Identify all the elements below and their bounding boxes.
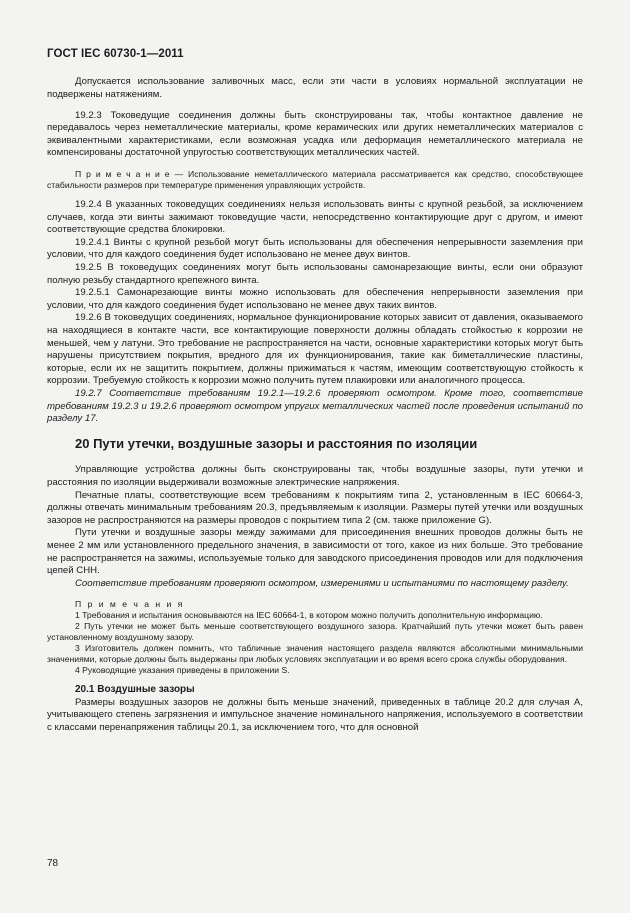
section-paragraph: Печатные платы, соответствующие всем требованиям к покрытиям типа 2, установленным в IEC 60664-3, должны отвечать минимальным требованиям 20.3, предъявляемым к изоляции. Размеры путей утечки или воздушных зазоров не распространяются на размеры проводов с покрытием типа 2 (см. также приложение G).	[47, 489, 583, 526]
note-item: 2 Путь утечки не может быть меньше соответствующего воздушного зазора. Кратчайший путь утечки может быть равен установленному воздушному зазору.	[47, 620, 583, 642]
document-header: ГОСТ IEC 60730-1—2011	[47, 48, 184, 60]
section-title: 20 Пути утечки, воздушные зазоры и расстояния по изоляции	[75, 435, 478, 451]
note-item: 1 Требования и испытания основываются на IEC 60664-1, в котором можно получить дополнительную информацию.	[75, 609, 543, 620]
paragraph-19-2-5-1: 19.2.5.1 Самонарезающие винты можно использовать для обеспечения непрерывности заземления при условии, что для каждого соединения будет использовано не менее двух таких винтов.	[47, 287, 583, 311]
document-body	[47, 76, 583, 735]
paragraph: Допускается использование заливочных масс, если эти части в условиях нормальной эксплуатации не подвержены натяжениям.	[47, 76, 583, 100]
subsection-title: 20.1 Воздушные зазоры	[75, 684, 195, 696]
compliance-statement: Соответствие требованиям проверяют осмотром, измерениями и испытаниями по настоящему разделу.	[75, 577, 569, 589]
section-paragraph: Управляющие устройства должны быть сконструированы так, чтобы воздушные зазоры, пути утечки и расстояния по изоляции выдерживали возможные электрические напряжения.	[47, 464, 583, 488]
notes-heading: П р и м е ч а н и я	[75, 598, 185, 609]
section-paragraph: Пути утечки и воздушные зазоры между зажимами для присоединения внешних проводов должны быть не менее 2 мм или установленного предельного значения, в зависимости от того, какое из них больше. Это требование не распространяется на зажимы, используемые только для заводского присоединения проводов или для подключения цепей СНН.	[47, 527, 583, 577]
paragraph-19-2-4: 19.2.4 В указанных токоведущих соединениях нельзя использовать винты с крупной резьбой, за исключением случаев, когда эти винты зажимают токоведущие части, непосредственно контактирующие друг с другом, и имеют соответствующие средства блокировки.	[47, 199, 583, 236]
subsection-paragraph: Размеры воздушных зазоров не должны быть меньше значений, приведенных в таблице 20.2 для случая А, учитывающего степень загрязнения и импульсное значение номинального напряжения, используемого в соответствии с классами перенапряжения таблицы 20.1, за исключением того, что для основной	[47, 696, 583, 734]
paragraph-19-2-6: 19.2.6 В токоведущих соединениях, нормальное функционирование которых зависит от давления, оказываемого на находящиеся в контакте части, все контактирующие поверхности должны обладать стойкостью к коррозии не меньшей, чем у латуни. Это требование не распространяется на части, основные характеристики которых могут быть нарушены присутствием покрытия, вредного для их функционирования, такие как биметаллические пластины, которые, если их не защитить покрытием, должны прижиматься к частям, имеющим соответствующую стойкость к коррозии. Требуемую стойкость к коррозии можно получить путем плакировки или аналогичного процесса.	[47, 312, 583, 387]
note-item: 3 Изготовитель должен помнить, что табличные значения настоящего раздела являются абсолютными минимальными значениями, которые должны быть выдержаны при любых условиях эксплуатации и во время всего срока службы оборудования.	[47, 642, 583, 664]
paragraph-19-2-5: 19.2.5 В токоведущих соединениях могут быть использованы самонарезающие винты, если они образуют полную резьбу стандартного крепежного винта.	[47, 262, 583, 286]
paragraph-19-2-4-1: 19.2.4.1 Винты с крупной резьбой могут быть использованы для обеспечения непрерывности заземления при условии, что для каждого соединения будет использовано не менее двух винтов.	[47, 236, 583, 261]
note: П р и м е ч а н и е — Использование неметаллического материала рассматривается как средство, способствующее стабильности размеров при температуре применения управляющих устройств.	[47, 168, 583, 190]
paragraph-19-2-3: 19.2.3 Токоведущие соединения должны быть сконструированы так, чтобы контактное давление не передавалось через неметаллические материалы, кроме керамических или других неметаллических материалов с эквивалентными характеристиками, если возможная усадка или деформация неметаллического материала не компенсированы достаточной упругостью соответствующих металлических частей.	[47, 109, 583, 159]
page-number: 78	[47, 858, 59, 869]
note-item: 4 Руководящие указания приведены в приложении S.	[75, 664, 290, 675]
paragraph-19-2-7: 19.2.7 Соответствие требованиям 19.2.1—19.2.6 проверяют осмотром. Кроме того, соответствие требованиям 19.2.3 и 19.2.6 проверяют осмотром упругих металлических частей после проведения испытаний по разделу 17.	[47, 387, 583, 425]
